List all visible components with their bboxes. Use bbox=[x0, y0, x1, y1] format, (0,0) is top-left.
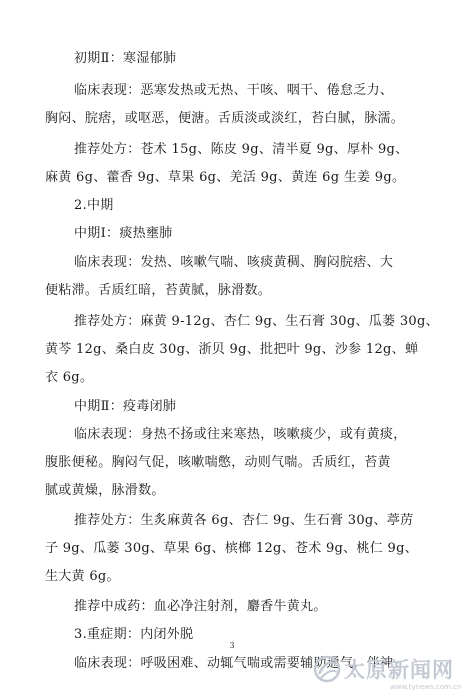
text-line: 胸闷、脘痞，或呕恶，便溏。舌质淡或淡红，苔白腻，脉濡。 bbox=[45, 111, 405, 126]
text-line: 生大黄 6g。 bbox=[45, 569, 120, 584]
text-line: 临床表现：身热不扬或往来寒热，咳嗽痰少，或有黄痰， bbox=[74, 427, 407, 442]
page-number: 3 bbox=[229, 641, 235, 650]
section-heading-middle-stage-1: 中期Ⅰ：痰热壅肺 bbox=[74, 226, 173, 241]
text-line: 推荐处方：麻黄 9-12g、杏仁 9g、生石膏 30g、瓜蒌 30g、 bbox=[74, 314, 439, 329]
watermark-url: www.tynews.com.cn bbox=[390, 683, 462, 691]
text-line: 衣 6g。 bbox=[45, 370, 94, 385]
text-line: 腻或黄燥，脉滑数。 bbox=[45, 483, 165, 498]
watermark-site-name: 太原新闻网 bbox=[344, 658, 454, 682]
text-line: 黄芩 12g、桑白皮 30g、浙贝 9g、批把叶 9g、沙参 12g、蝉 bbox=[45, 342, 419, 357]
watermark bbox=[312, 650, 464, 696]
section-heading-severe-stage: 3.重症期：内闭外脱 bbox=[74, 627, 194, 642]
section-heading-early-stage-2: 初期Ⅱ：寒湿郁肺 bbox=[74, 51, 177, 66]
text-line: 推荐处方：苍术 15g、陈皮 9g、清半夏 9g、厚朴 9g、 bbox=[74, 142, 409, 157]
section-heading-middle-stage-2: 中期Ⅱ：疫毒闭肺 bbox=[74, 399, 177, 414]
text-line: 推荐处方：生炙麻黄各 6g、杏仁 9g、生石膏 30g、葶苈 bbox=[74, 513, 414, 528]
text-line: 子 9g、瓜蒌 30g、草果 6g、槟榔 12g、苍术 9g、桃仁 9g、 bbox=[45, 541, 418, 556]
text-line: 临床表现：呼吸困难、动辄气喘或需要辅助通气，伴神 bbox=[74, 656, 394, 671]
text-line: 麻黄 6g、藿香 9g、草果 6g、羌活 9g、黄连 6g 生姜 9g。 bbox=[45, 170, 406, 185]
text-line: 推荐中成药：血必净注射剂，麝香牛黄丸。 bbox=[74, 599, 327, 614]
text-line: 腹胀便秘。胸闷气促，咳嗽喘憋，动则气喘。舌质红，苔黄 bbox=[45, 455, 391, 470]
text-line: 临床表现：恶寒发热或无热、干咳、咽干、倦怠乏力、 bbox=[74, 83, 394, 98]
section-heading-middle-stage: 2.中期 bbox=[74, 198, 114, 213]
text-line: 临床表现：发热、咳嗽气喘、咳痰黄稠、胸闷脘痞、大 bbox=[74, 255, 394, 270]
text-line: 便粘滞。舌质红暗，苔黄腻，脉滑数。 bbox=[45, 283, 272, 298]
site-logo-icon bbox=[312, 654, 342, 684]
